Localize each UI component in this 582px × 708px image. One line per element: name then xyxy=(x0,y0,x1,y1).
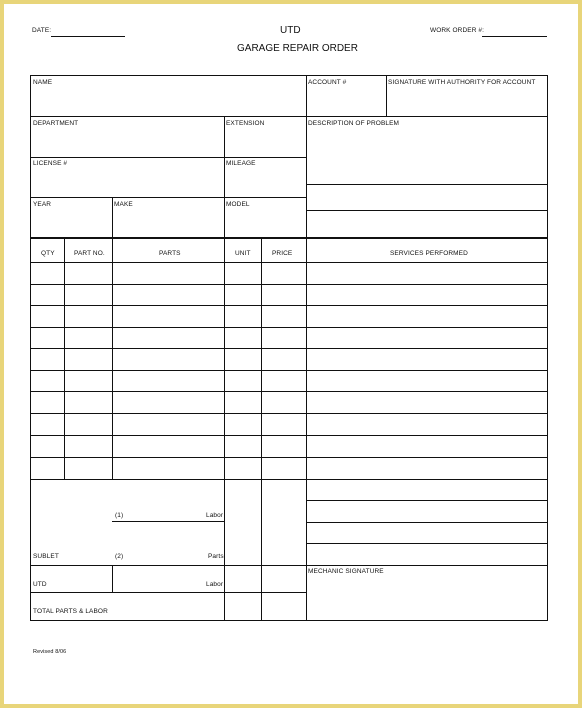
form-title: GARAGE REPAIR ORDER xyxy=(237,43,358,54)
year-label: YEAR xyxy=(33,201,52,208)
mileage-label: MILEAGE xyxy=(226,160,256,167)
labor2-label: Labor xyxy=(206,581,224,588)
row2-num: (2) xyxy=(115,553,124,560)
rule xyxy=(64,237,65,479)
rule xyxy=(306,75,307,237)
table-row xyxy=(30,391,548,392)
name-label: NAME xyxy=(33,79,53,86)
rule xyxy=(30,116,548,117)
model-label: MODEL xyxy=(226,201,250,208)
rule xyxy=(224,116,225,237)
col-qty: QTY xyxy=(41,250,55,257)
table-row xyxy=(30,413,548,414)
sublet-label: SUBLET xyxy=(33,553,59,560)
rule xyxy=(112,197,113,237)
mechanic-signature-label: MECHANIC SIGNATURE xyxy=(308,568,384,575)
table-row xyxy=(30,457,548,458)
extension-label: EXTENSION xyxy=(226,120,265,127)
table-row xyxy=(30,479,548,480)
row1-num: (1) xyxy=(115,512,124,519)
rule xyxy=(261,237,262,621)
table-row xyxy=(30,370,548,371)
rule xyxy=(306,500,548,501)
rule xyxy=(306,565,548,566)
table-row xyxy=(30,262,548,263)
org-title: UTD xyxy=(280,25,301,36)
rule xyxy=(306,184,548,185)
account-label: ACCOUNT # xyxy=(308,79,347,86)
total-label: TOTAL PARTS & LABOR xyxy=(33,608,108,615)
table-row xyxy=(30,348,548,349)
rule xyxy=(306,543,548,544)
rule xyxy=(30,592,306,593)
rule xyxy=(306,237,307,621)
parts-label: Parts xyxy=(208,553,224,560)
license-label: LICENSE # xyxy=(33,160,68,167)
table-row xyxy=(30,284,548,285)
rule xyxy=(30,565,306,566)
description-label: DESCRIPTION OF PROBLEM xyxy=(308,120,400,127)
table-row xyxy=(30,305,548,306)
col-parts: PARTS xyxy=(159,250,181,257)
rule xyxy=(30,237,548,239)
rule xyxy=(112,565,113,592)
work-order-field[interactable] xyxy=(482,36,547,37)
rule xyxy=(224,237,225,621)
rule xyxy=(306,210,548,211)
rule xyxy=(112,237,113,479)
rule xyxy=(306,522,548,523)
signature-authority-label: SIGNATURE WITH AUTHORITY FOR ACCOUNT xyxy=(388,79,536,86)
table-row xyxy=(30,327,548,328)
utd-label: UTD xyxy=(33,581,47,588)
col-unit: UNIT xyxy=(235,250,251,257)
date-label: DATE: xyxy=(32,27,52,34)
labor1-label: Labor xyxy=(206,512,224,519)
form-page xyxy=(4,4,578,704)
date-field[interactable] xyxy=(51,36,125,37)
rule xyxy=(30,197,306,198)
labor1-field[interactable] xyxy=(112,521,224,522)
rule xyxy=(386,75,387,116)
col-price: PRICE xyxy=(272,250,293,257)
rule xyxy=(30,157,306,158)
department-label: DEPARTMENT xyxy=(33,120,79,127)
work-order-label: WORK ORDER #: xyxy=(430,27,485,34)
make-label: MAKE xyxy=(114,201,133,208)
revised-note: Revised 8/06 xyxy=(33,649,67,655)
col-services: SERVICES PERFORMED xyxy=(390,250,468,257)
col-part-no: PART NO. xyxy=(74,250,105,257)
table-row xyxy=(30,435,548,436)
